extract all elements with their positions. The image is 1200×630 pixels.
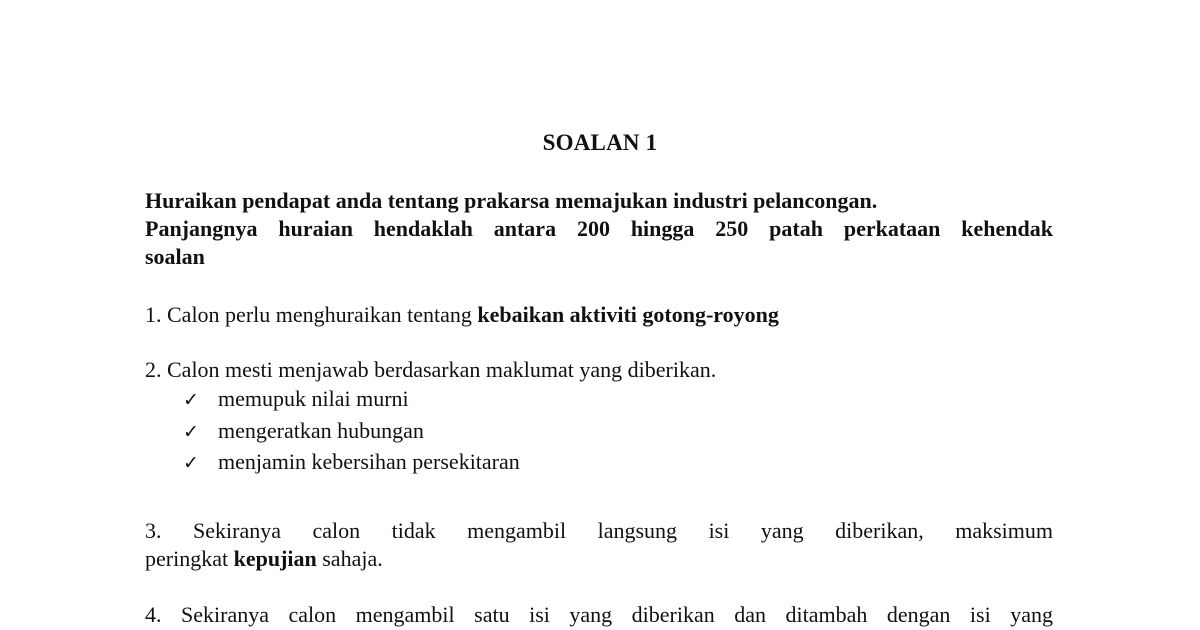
page-title: SOALAN 1: [542, 130, 658, 155]
checklist: [183, 384, 520, 479]
instruction-item-4: 4. Sekiranya calon mengambil satu isi yang diberikan dan ditambah dengan isi yang: [145, 602, 1053, 627]
item-3-bold-text: kepujian: [233, 546, 317, 571]
checklist-item: [183, 447, 520, 479]
question-text: [145, 187, 1053, 271]
item-1-text: 1. Calon perlu menghuraikan tentang: [145, 302, 478, 327]
checklist-item-text: mengeratkan hubungan: [218, 417, 424, 443]
item-3-line-1: 3. Sekiranya calon tidak mengambil langsung isi yang diberikan, maksimum: [145, 518, 1053, 543]
item-3-line-2: [145, 546, 383, 571]
checklist-item-text: menjamin kebersihan persekitaran: [218, 449, 520, 474]
instruction-item-1: [145, 301, 1053, 329]
item-3-line-2-prefix: peringkat: [145, 546, 234, 571]
question-line-3: soalan: [145, 244, 205, 269]
checklist-item: [183, 384, 520, 416]
checkmark-icon: ✓: [183, 389, 199, 411]
item-1-bold-text: kebaikan aktiviti gotong-royong: [477, 302, 779, 327]
question-line-2: Panjangnya huraian hendaklah antara 200 hingga 250 patah perkataan kehendak: [145, 216, 1053, 241]
question-line-1: Huraikan pendapat anda tentang prakarsa memajukan industri pelancongan.: [145, 188, 878, 213]
checkmark-icon: ✓: [183, 452, 199, 474]
checklist-item: [183, 416, 520, 448]
checkmark-icon: ✓: [183, 420, 199, 443]
item-3-line-2-suffix: sahaja.: [316, 546, 383, 571]
checklist-item-text: memupuk nilai murni: [218, 386, 409, 411]
instruction-item-3: [145, 517, 1053, 573]
instruction-item-2: 2. Calon mesti menjawab berdasarkan maklumat yang diberikan.: [145, 357, 717, 382]
